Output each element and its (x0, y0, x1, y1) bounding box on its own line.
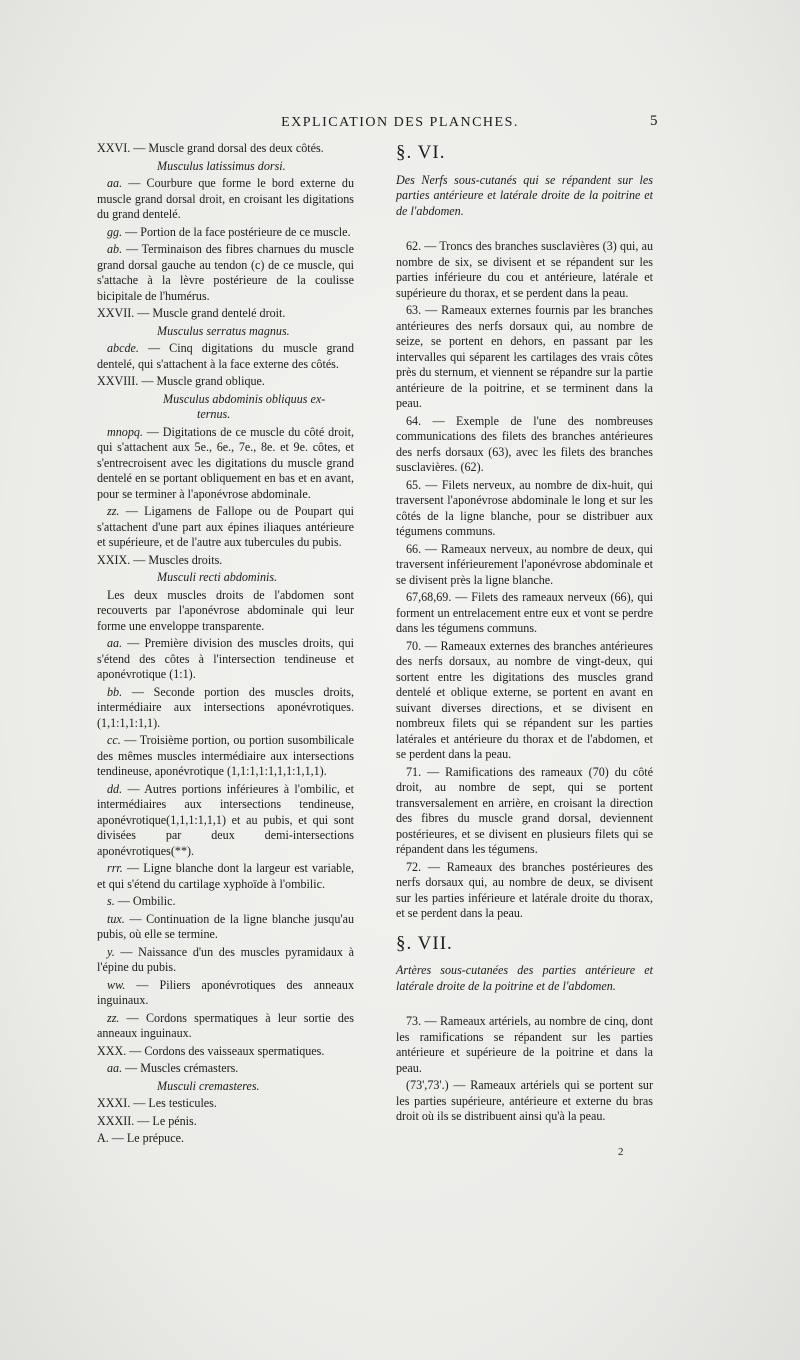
entry-xxvii: XXVII. — Muscle grand dentelé droit. (97, 306, 286, 320)
left-column (97, 141, 354, 1149)
signature-mark: 2 (618, 1146, 624, 1158)
entry-xxviii: XXVIII. — Muscle grand oblique. (97, 374, 265, 388)
section-vii-subtitle: Artères sous-cutanées des parties antérieure et latérale droite de la poitrine et de l'abdomen. (396, 963, 653, 993)
entry-xxx: XXX. — Cordons des vaisseaux spermatiques. (97, 1043, 325, 1058)
running-head: EXPLICATION DES PLANCHES. (281, 115, 519, 130)
entry-dd: dd. — Autres portions inférieures à l'ombilic, et intermédiaires aux intersections tendineuse, aponévrotique(1,1,1:1,1,1) et au pubis, et qui sont divisées par deux demi-intersections aponévrotiques(**). (97, 781, 354, 858)
section-vi-subtitle: Des Nerfs sous-cutanés qui se répandent sur les parties antérieure et latérale droite de la poitrine et de l'abdomen. (396, 172, 653, 218)
section-vii-title: §. VII. (396, 932, 453, 954)
entry-xxvi: XXVI. — Muscle grand dorsal des deux côtés. (97, 141, 324, 155)
entry-73-prime: (73',73'.) — Rameaux artériels qui se portent sur les parties supérieure, antérieure et externe du bras droit où ils se distribuent ainsi qu'à la peau. (396, 1078, 653, 1123)
entry-a: A. — Le prépuce. (97, 1131, 184, 1145)
entry-intro: Les deux muscles droits de l'abdomen sont recouverts par l'aponévrose abdominale qui leur forme une enveloppe transparente. (97, 587, 354, 633)
entry-y: y. — Naissance d'un des muscles pyramidaux à l'épine du pubis. (97, 944, 354, 974)
entry-rrr: rrr. — Ligne blanche dont la largeur est variable, et qui s'étend du cartilage xyphoïde à l'ombilic. (97, 861, 354, 891)
entry-73: 73. — Rameaux artériels, au nombre de cinq, dont les ramifications se répandent sur les parties antérieure et supérieure de la poitrine et dans la peau. (396, 1014, 653, 1075)
entry-71: 71. — Ramifications des rameaux (70) du côté droit, au nombre de sept, qui se portent transversalement en arrière, en croisant la direction des fibres du muscle grand dorsal, deviennent postérieures, et se divisent en plusieurs filets qui se répandent dans les tégumens. (396, 764, 653, 856)
entry-aa: aa. — Première division des muscles droits, qui s'étend des côtes à l'intersection tendineuse et aponévrotique (1:1). (97, 636, 354, 681)
section-vi-title: §. VI. (396, 142, 446, 163)
entry-ab: ab. — Terminaison des fibres charnues du muscle grand dorsal gauche au tendon (c) de ce muscle, qui s'attache à la lèvre postérieure de la coulisse bicipitale de l'humérus. (97, 242, 354, 303)
latin-name: Musculus serratus magnus. (157, 323, 290, 338)
entry-70: 70. — Rameaux externes des branches antérieures des nerfs dorsaux, au nombre de vingt-deux, qui sortent entre les digitations des muscles grand dentelé et oblique externe, se portent en avant en suivant diverses directions, et se divisent en nombreux filets qui se répandent sur les parties latérales et antérieure du thorax et de l'abdomen, et se perdent dans la peau. (396, 638, 653, 761)
entry-zz: zz. — Cordons spermatiques à leur sortie des anneaux inguinaux. (97, 1010, 354, 1040)
latin-name: Musculi cremasteres. (157, 1078, 260, 1093)
entry-bb: bb. — Seconde portion des muscles droits, intermédiaire aux intersections aponévrotiques. (1,1:1,1:1,1). (97, 684, 354, 730)
entry-67-69: 67,68,69. — Filets des rameaux nerveux (66), qui forment un entrelacement entre eux et vont se perdre dans les tégumens communs. (396, 590, 653, 635)
entry-s: s. — Ombilic. (107, 894, 176, 908)
entry-xxix: XXIX. — Muscles droits. (97, 552, 223, 567)
right-column (396, 141, 653, 1127)
entry-65: 65. — Filets nerveux, au nombre de dix-huit, qui traversent l'aponévrose abdominale le long et sur les côtés de la ligne blanche, pour se distribuer aux tégumens communs. (396, 477, 653, 538)
latin-name: Musculus latissimus dorsi. (157, 158, 286, 173)
page-number: 5 (650, 113, 658, 129)
entry-aa: aa. — Muscles crémasters. (107, 1061, 239, 1075)
latin-name: Musculus abdominis obliquus ex- (163, 391, 326, 406)
entry-63: 63. — Rameaux externes fournis par les branches antérieures des nerfs dorsaux qui, au nombre de seize, se portent en dehors, en passant par les intervalles qui séparent les cartilages des vrais côtes près du sternum, et viennent se répandre sur la partie antérieure de la poitrine, et se terminent dans la peau. (396, 303, 653, 410)
entry-64: 64. — Exemple de l'une des nombreuses communications des filets des branches antérieures des nerfs dorsaux (63), avec les filets des branches susclavières. (62). (396, 413, 653, 474)
entry-cc: cc. — Troisième portion, ou portion susombilicale des mêmes muscles intermédiaire aux intersections tendineuse, aponévrotique (1,1:1,1:1,1,1:1,1,1). (97, 733, 354, 778)
latin-name-cont: ternus. (197, 407, 231, 421)
entry-abcde: abcde. — Cinq digitations du muscle grand dentelé, qui s'attachent à la face externe des côtés. (97, 341, 354, 371)
entry-66: 66. — Rameaux nerveux, au nombre de deux, qui traversent inférieurement l'aponévrose abdominale et se divisent près la ligne blanche. (396, 541, 653, 587)
entry-zz: zz. — Ligamens de Fallope ou de Poupart qui s'attachent d'une part aux épines iliaques antérieure et supérieure, et de l'autre aux tubercules du pubis. (97, 504, 354, 549)
entry-xxxi: XXXI. — Les testicules. (97, 1096, 217, 1110)
entry-mnopq: mnopq. — Digitations de ce muscle du côté droit, qui s'attachent aux 5e., 6e., 7e., 8e. et 9e. côtes, et s'entrecroisent avec les digitations du muscle grand dentelé en se portant obliquement en bas et en avant, pour se terminer à l'aponévrose abdominale. (97, 424, 354, 501)
entry-tux: tux. — Continuation de la ligne blanche jusqu'au pubis, où elle se termine. (97, 911, 354, 941)
entry-ww: ww. — Piliers aponévrotiques des anneaux inguinaux. (97, 977, 354, 1007)
entry-gg: gg. — Portion de la face postérieure de ce muscle. (107, 224, 351, 239)
latin-name: Musculi recti abdominis. (157, 570, 278, 584)
entry-aa: aa. — Courbure que forme le bord externe du muscle grand dorsal droit, en croisant les digitations du grand dentelé. (97, 176, 354, 221)
entry-62: 62. — Troncs des branches susclavières (3) qui, au nombre de six, se divisent et se répandent sur les parties inférieure du cou et antérieure, latérale et supérieure du thorax, et se perdent dans la peau. (396, 239, 653, 300)
entry-xxxii: XXXII. — Le pénis. (97, 1113, 197, 1128)
entry-72: 72. — Rameaux des branches postérieures des nerfs dorsaux qui, au nombre de deux, se divisent sur les parties inférieure et latérale droite du thorax, et se perdent dans la peau. (396, 859, 653, 920)
